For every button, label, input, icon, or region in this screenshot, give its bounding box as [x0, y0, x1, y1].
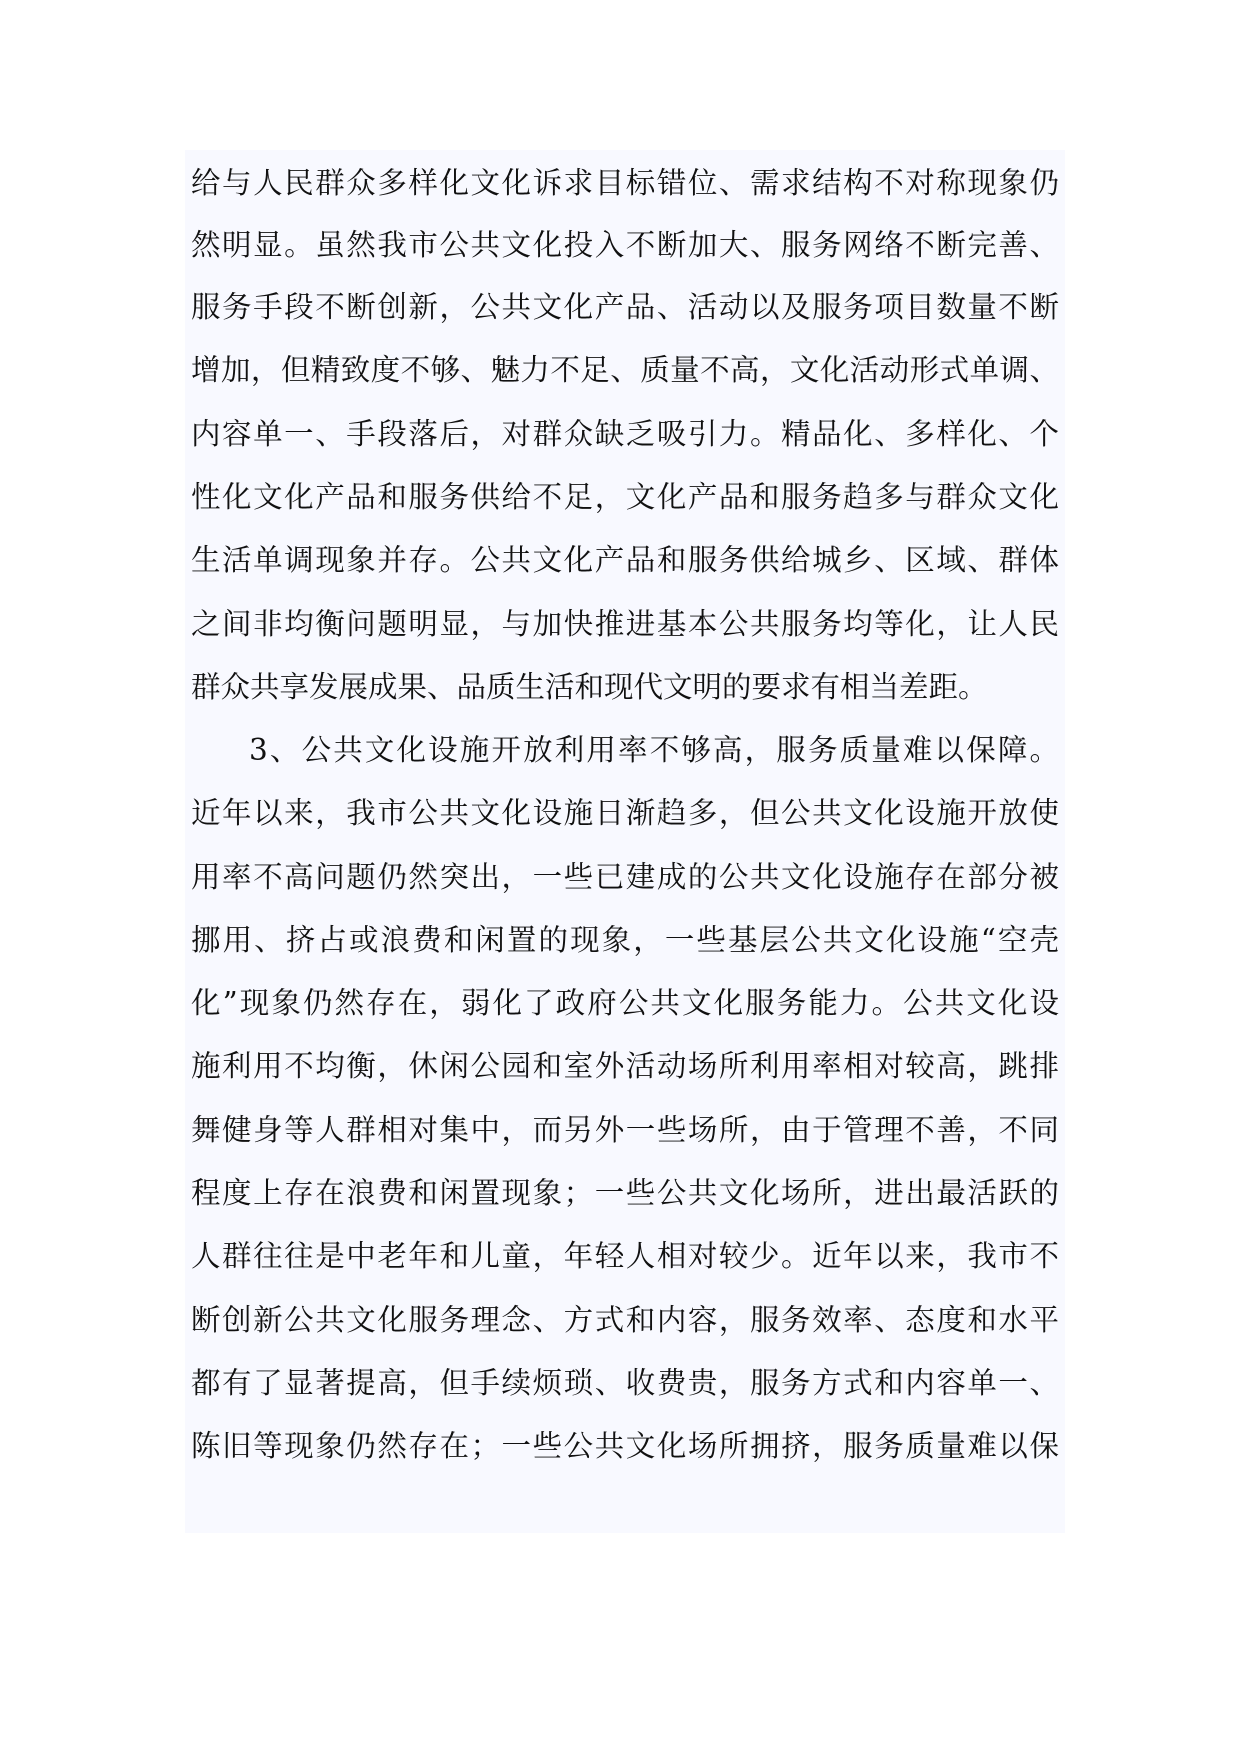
text-line: 近年以来，我市公共文化设施日渐趋多，但公共文化设施开放使	[191, 796, 1059, 830]
text-line: 然明显。虽然我市公共文化投入不断加大、服务网络不断完善、	[191, 228, 1059, 262]
text-line: 挪用、挤占或浪费和闲置的现象，一些基层公共文化设施“空壳	[191, 923, 1059, 957]
text-line: 群众共享发展成果、品质生活和现代文明的要求有相当差距。	[191, 670, 988, 704]
text-line: 舞健身等人群相对集中，而另外一些场所，由于管理不善，不同	[191, 1113, 1059, 1147]
text-line: 断创新公共文化服务理念、方式和内容，服务效率、态度和水平	[191, 1303, 1059, 1337]
text-line: 人群往往是中老年和儿童，年轻人相对较少。近年以来，我市不	[191, 1239, 1059, 1273]
text-line: 用率不高问题仍然突出，一些已建成的公共文化设施存在部分被	[191, 860, 1059, 894]
text-line: 内容单一、手段落后，对群众缺乏吸引力。精品化、多样化、个	[191, 417, 1059, 451]
text-line: 之间非均衡问题明显，与加快推进基本公共服务均等化，让人民	[191, 607, 1059, 641]
text-line: 给与人民群众多样化文化诉求目标错位、需求结构不对称现象仍	[191, 166, 1059, 200]
section-heading-line: 3、公共文化设施开放利用率不够高，服务质量难以保障。	[249, 733, 1059, 767]
text-line: 性化文化产品和服务供给不足，文化产品和服务趋多与群众文化	[191, 480, 1059, 514]
text-line: 都有了显著提高，但手续烦琐、收费贵，服务方式和内容单一、	[191, 1366, 1059, 1400]
text-line: 化”现象仍然存在，弱化了政府公共文化服务能力。公共文化设	[191, 986, 1059, 1020]
text-line: 生活单调现象并存。公共文化产品和服务供给城乡、区域、群体	[191, 543, 1059, 577]
text-line: 施利用不均衡，休闲公园和室外活动场所利用率相对较高，跳排	[191, 1049, 1059, 1083]
text-line: 增加，但精致度不够、魅力不足、质量不高，文化活动形式单调、	[191, 353, 1059, 387]
text-line: 程度上存在浪费和闲置现象；一些公共文化场所，进出最活跃的	[191, 1176, 1059, 1210]
text-line: 服务手段不断创新，公共文化产品、活动以及服务项目数量不断	[191, 290, 1059, 324]
text-line: 陈旧等现象仍然存在；一些公共文化场所拥挤，服务质量难以保	[191, 1429, 1059, 1463]
body-text	[185, 150, 1065, 1533]
